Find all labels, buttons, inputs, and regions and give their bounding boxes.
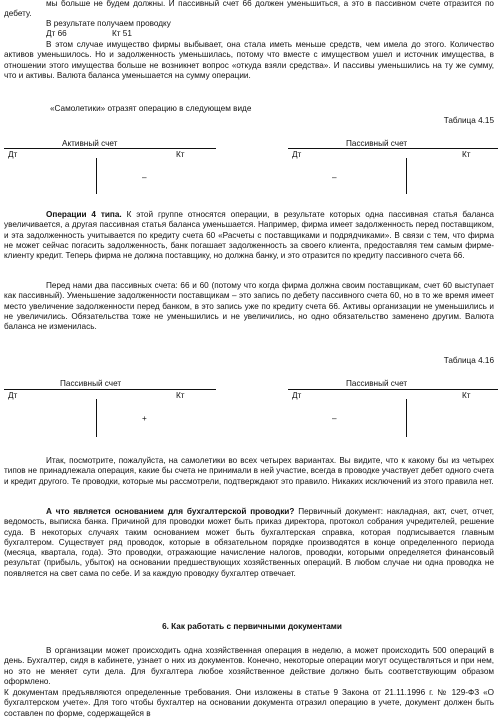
summary-paragraph: Итак, посмотрите, пожалуйста, на самолетики во всех четырех вариантах. Вы видите, что к какому бы из четырех типов не принадлежала операция, какие бы счета не принимали в ней участие, всегда в проводке участвует дебет одного счета и кредит другого. Те проводки, которые мы рассмотрели, подтверждают это правило. Никаких исключений из этого правила нет. [4,456,494,486]
right-dt-label: Дт [292,150,302,159]
question-paragraph [4,507,494,579]
left-kt-label: Кт [176,150,185,159]
samoletiki-line: «Самолетики» отразят операцию в следующем виде [50,104,252,113]
table-caption-4-16: Таблица 4.16 [443,356,494,365]
right-debit-mark: – [332,173,337,182]
op4-text: К этой группе относятся операции, в результате которых одна пассивная статья баланса увеличивается, а другая пассивная статья баланса уменьшается. Например, фирма имеет задолженность перед поставщиком, и эта задолженность учитывается по кредиту счета 60 «Расчеты с поставщиками и подрядчиками». В связи с тем, что фирма не может сейчас погасить задолженность, банк погашает задолженность за своего клиента, предоставляя тем самым фирме-клиенту кредит. Теперь фирма не должна поставщику, но должна банку, и это отразится по кредиту пассивного счета 66. [4,210,494,261]
organization-paragraph: В организации может происходить одна хозяйственная операция в неделю, а может происходить 500 операций в день. Бухгалтер, сидя в кабинете, узнает о них из документов. Конечно, некоторые операции могут осуществляться и при нем, но это не меняет сути дела. Для бухгалтера любое хозяйственное действие должно быть соответствующим образом оформлено. [4,646,494,686]
right-t-vertical [406,158,407,194]
question-title: А что является основанием для бухгалтерской проводки? [46,507,295,516]
intro-text: мы больше не будем должны. И пассивный счет 66 должен уменьшиться, а это в пассивном счете отразится по дебету. [4,0,494,19]
right-debit-mark: – [332,414,337,423]
right-t-vertical [406,399,407,437]
left-t-vertical [96,158,97,194]
right-kt-label: Кт [462,391,471,400]
left-t-vertical [96,399,97,437]
op4-paragraph [4,210,494,261]
left-account-title: Активный счет [62,139,118,148]
left-account-title: Пассивный счет [60,379,122,388]
left-dt-label: Дт [8,150,18,159]
documents-paragraph: К документам предъявляются определенные требования. Они изложены в статье 9 Закона от 21.11.1996 г. № 129-ФЗ «О бухгалтерском учете». Для того чтобы бухгалтер на основании документа отразил операцию в учете, документ должен быть составлен по форме, содержащейся в [4,688,494,718]
section-title: 6. Как работать с первичными документами [162,622,342,631]
left-dt-label: Дт [8,391,18,400]
question-text: Первичный документ: накладная, акт, счет, отчет, ведомость, выписка банка. Причиной для проводки может быть приказ директора, протокол собрания учредителей, решение суда. В некоторых случаях таким основанием может быть бухгалтерская справка, которая подписывается главным бухгалтером. Существует ряд проводок, которые в обязательном порядке производятся в конце определенного периода (месяца, квартала, года). Это проводки, отражающие начисление налогов, проводки, которыми определяется финансовый результат (прибыль, убыток) на основании предшествующих хозяйственных операций. В любом случае ни одна проводка не появляется на свет сама по себе. И за каждую проводку бухгалтер отвечает. [4,507,494,578]
case-paragraph: В этом случае имущество фирмы выбывает, она стала иметь меньше средств, чем имела до этого. Количество активов уменьшилось. Но и задолженность уменьшилась, потому что вместе с имуществом ушел и источник имущества, в отношении этого имущества больше не возникнет вопрос «откуда взяли средства». И пассивы уменьшились на ту же сумму, что и активы. Валюта баланса уменьшается на сумму операции. [4,40,494,80]
left-t-horizontal [4,148,216,149]
right-t-horizontal [288,389,498,390]
left-kt-label: Кт [176,391,185,400]
right-t-horizontal [288,148,498,149]
left-t-horizontal [4,389,216,390]
right-account-title: Пассивный счет [346,139,408,148]
entry-credit: Кт 51 [112,29,132,38]
entry-heading: В результате получаем проводку [46,19,171,28]
left-credit-mark: + [142,414,147,423]
op4-title: Операции 4 типа. [46,210,122,219]
right-dt-label: Дт [292,391,302,400]
intro-paragraph [4,0,494,20]
table-caption-4-15: Таблица 4.15 [443,116,494,125]
right-kt-label: Кт [462,150,471,159]
right-account-title: Пассивный счет [346,379,408,388]
left-credit-mark: – [142,173,147,182]
two-accounts-paragraph: Перед нами два пассивных счета: 66 и 60 (потому что когда фирма должна своим поставщикам, счет 60 выступает как пассивный). Уменьшение задолженности поставщикам – это запись по дебету пассивного счета 60, но в то же время имеет место увеличение задолженности перед банком, в это запись уже по кредиту счета 66. Активы организации не уменьшились и не увеличились. Обязательства тоже не уменьшились и не увеличились, но одно обязательство заменено другим. Валюта баланса не изменилась. [4,281,494,332]
entry-debit: Дт 66 [46,29,67,38]
